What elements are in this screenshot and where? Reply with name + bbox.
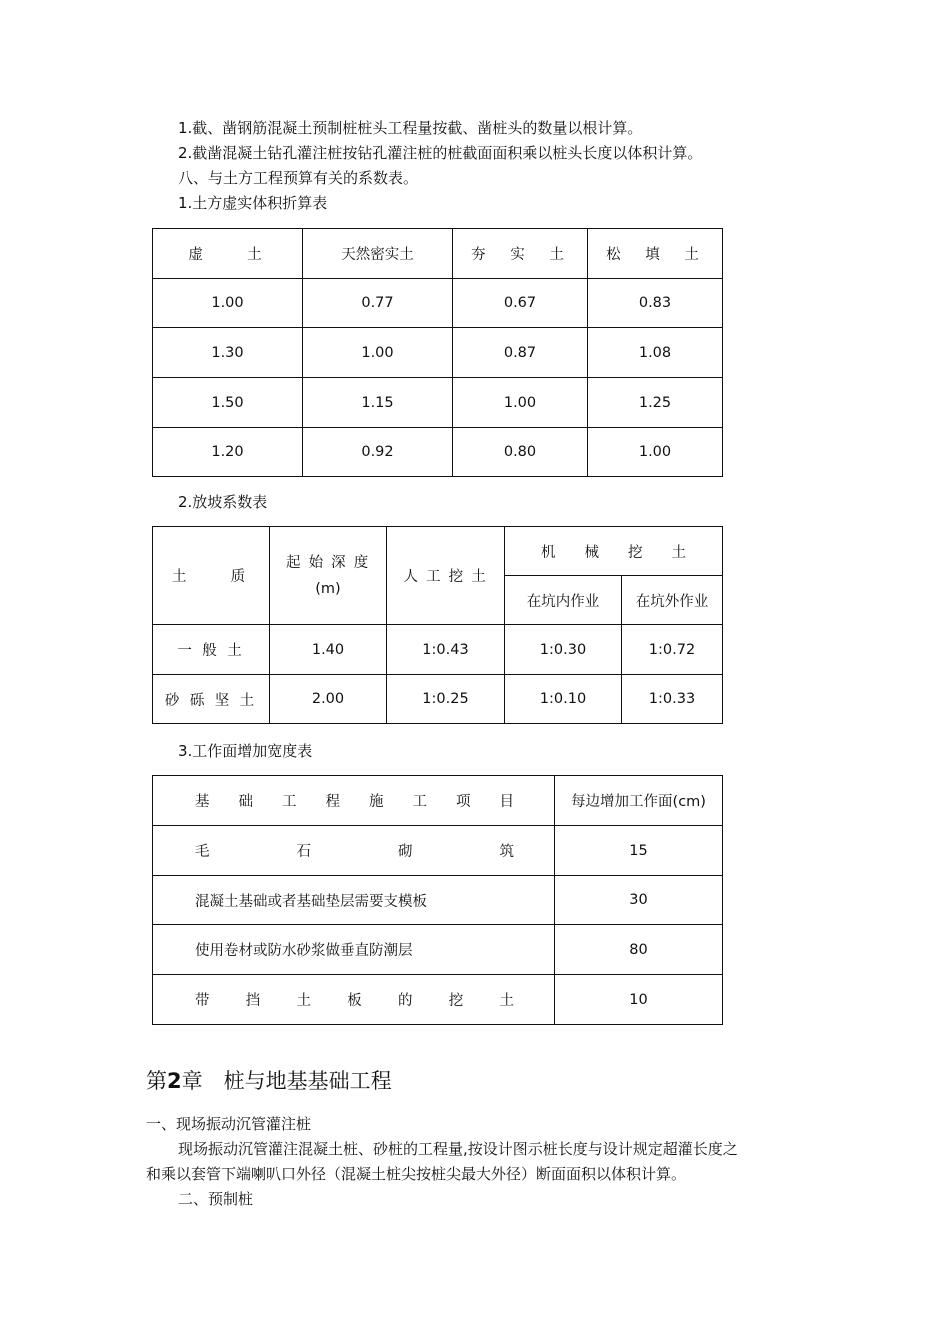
header-char: 目 xyxy=(499,794,514,810)
table-row xyxy=(153,428,723,477)
table3-title: 3.工作面增加宽度表 xyxy=(178,742,313,760)
table-row xyxy=(153,279,723,328)
table-cell: 一 般 土 xyxy=(153,625,270,675)
header-char: 础 xyxy=(238,794,253,810)
table-row xyxy=(153,826,723,876)
chapter-prefix: 第 xyxy=(146,1069,167,1093)
table-cell: 砂 砾 坚 土 xyxy=(153,675,270,724)
header-item-text xyxy=(153,790,554,811)
table-cell: 1:0.30 xyxy=(505,625,622,675)
table-cell: 1:0.33 xyxy=(622,675,723,724)
table-cell: 1.25 xyxy=(588,378,723,428)
table-cell: 0.80 xyxy=(453,428,588,477)
table-cell: 1.50 xyxy=(153,378,303,428)
item-char: 的 xyxy=(398,993,413,1009)
item-char: 挖 xyxy=(448,993,464,1009)
table-cell: 2.00 xyxy=(270,675,387,724)
header-cell: 夯 实 土 xyxy=(453,229,588,279)
item-text xyxy=(153,989,554,1010)
table2-title: 2.放坡系数表 xyxy=(178,493,268,511)
table-row xyxy=(153,625,723,675)
item-char: 板 xyxy=(347,993,362,1009)
header-cell-inside: 在坑内作业 xyxy=(505,576,622,625)
intro-line-3: 八、与土方工程预算有关的系数表。 xyxy=(178,169,419,187)
table-cell: 1.00 xyxy=(153,279,303,328)
table-cell: 1:0.10 xyxy=(505,675,622,724)
header-cell: 天然密实土 xyxy=(303,229,453,279)
table-row xyxy=(153,675,723,724)
table-cell: 0.87 xyxy=(453,328,588,378)
table-cell: 0.83 xyxy=(588,279,723,328)
table-cell-value: 10 xyxy=(555,975,723,1025)
table-cell: 0.92 xyxy=(303,428,453,477)
table-cell-item: 混凝土基础或者基础垫层需要支模板 xyxy=(153,876,555,925)
item-char: 石 xyxy=(296,844,311,860)
table-cell: 1.00 xyxy=(303,328,453,378)
header-char: 程 xyxy=(325,794,340,810)
section1-paragraph-line-1: 现场振动沉管灌注混凝土桩、砂桩的工程量,按设计图示桩长度与设计规定超灌长度之 xyxy=(178,1140,738,1158)
table-row xyxy=(153,876,723,925)
table-header-row xyxy=(153,527,723,576)
header-cell-soil: 土 质 xyxy=(153,527,270,625)
section2-heading: 二、预制桩 xyxy=(178,1190,254,1208)
work-face-width-table xyxy=(152,775,723,1025)
table-cell-value: 30 xyxy=(555,876,723,925)
header-cell-depth xyxy=(270,527,387,625)
item-char: 挡 xyxy=(245,993,261,1009)
table-cell-value: 80 xyxy=(555,925,723,975)
table-cell: 0.77 xyxy=(303,279,453,328)
header-cell: 虚 土 xyxy=(153,229,303,279)
slope-coefficient-table xyxy=(152,526,723,724)
table-cell-value: 15 xyxy=(555,826,723,876)
chapter-title: 章 桩与地基基础工程 xyxy=(181,1069,392,1093)
item-char: 砌 xyxy=(398,844,413,860)
header-cell-outside: 在坑外作业 xyxy=(622,576,723,625)
table1-title: 1.土方虚实体积折算表 xyxy=(178,194,328,212)
header-char: 工 xyxy=(412,794,427,810)
table-cell: 1.08 xyxy=(588,328,723,378)
table-row xyxy=(153,925,723,975)
soil-volume-conversion-table xyxy=(152,228,723,477)
header-char: 项 xyxy=(456,794,471,810)
table-row xyxy=(153,328,723,378)
chapter-number: 2 xyxy=(167,1069,182,1093)
item-char: 带 xyxy=(195,993,210,1009)
table-cell: 1.00 xyxy=(588,428,723,477)
table-row xyxy=(153,378,723,428)
header-cell: 松 填 土 xyxy=(588,229,723,279)
table-cell-item xyxy=(153,975,555,1025)
table-header-row xyxy=(153,776,723,826)
table-cell: 1.20 xyxy=(153,428,303,477)
table-cell-item xyxy=(153,826,555,876)
table-cell: 1.30 xyxy=(153,328,303,378)
item-char: 土 xyxy=(499,993,514,1009)
section1-heading: 一、现场振动沉管灌注桩 xyxy=(146,1115,312,1133)
table-cell: 1.15 xyxy=(303,378,453,428)
table-cell: 0.67 xyxy=(453,279,588,328)
header-cell-item xyxy=(153,776,555,826)
table-cell: 1.40 xyxy=(270,625,387,675)
table-cell: 1.00 xyxy=(453,378,588,428)
header-cell-value: 每边增加工作面(cm) xyxy=(555,776,723,826)
header-char: 施 xyxy=(369,794,384,810)
intro-line-2: 2.截凿混凝土钻孔灌注桩按钻孔灌注桩的桩截面面积乘以桩头长度以体积计算。 xyxy=(178,144,703,162)
header-cell-machine: 机 械 挖 土 xyxy=(505,527,723,576)
table-row xyxy=(153,975,723,1025)
section1-paragraph-line-2: 和乘以套管下端喇叭口外径（混凝土桩尖按桩尖最大外径）断面面积以体积计算。 xyxy=(146,1165,687,1183)
table-header-row xyxy=(153,229,723,279)
table-cell: 1:0.43 xyxy=(387,625,505,675)
header-char: 基 xyxy=(195,794,210,810)
item-text xyxy=(153,840,554,861)
table-cell: 1:0.25 xyxy=(387,675,505,724)
header-depth-label: 起 始 深 度 xyxy=(285,554,370,571)
table-cell: 1:0.72 xyxy=(622,625,723,675)
table-cell-item: 使用卷材或防水砂浆做垂直防潮层 xyxy=(153,925,555,975)
item-char: 筑 xyxy=(499,844,514,860)
header-char: 工 xyxy=(282,794,297,810)
item-char: 毛 xyxy=(195,844,210,860)
item-char: 土 xyxy=(296,993,311,1009)
header-cell-manual: 人 工 挖 土 xyxy=(387,527,505,625)
chapter-heading xyxy=(146,1068,392,1094)
intro-line-1: 1.截、凿钢筋混凝土预制桩桩头工程量按截、凿桩头的数量以根计算。 xyxy=(178,119,643,137)
header-depth-unit: (m) xyxy=(315,580,341,597)
